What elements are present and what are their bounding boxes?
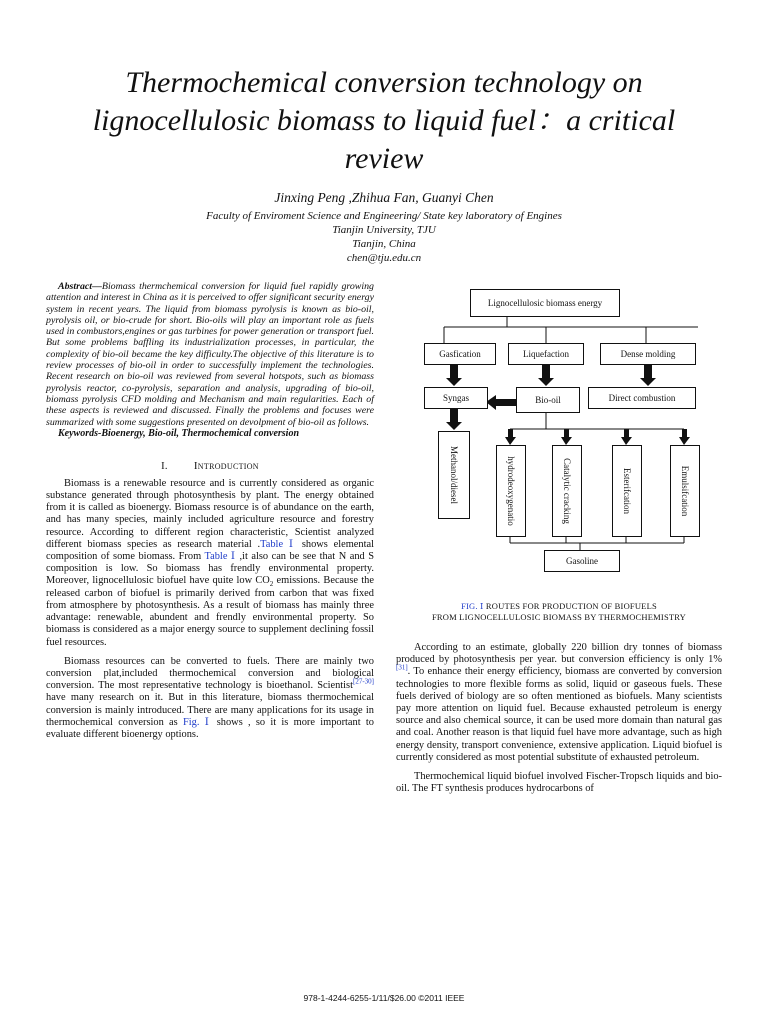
- table-reference-link[interactable]: Table Ⅰ: [260, 538, 297, 550]
- citation-link[interactable]: [27-30]: [353, 677, 374, 686]
- node-gasoline: Gasoline: [544, 550, 620, 572]
- keywords: Keywords-Bioenergy, Bio-oil, Thermochemical conversion: [58, 427, 300, 439]
- node-label: Esterifcation: [622, 468, 632, 514]
- author-email: chen@tju.edu.cn: [346, 252, 422, 264]
- table-reference-link[interactable]: Table Ⅰ: [204, 551, 236, 563]
- section-heading: [46, 460, 374, 472]
- section-number: I.: [161, 460, 168, 472]
- node-syngas: Syngas: [424, 387, 488, 409]
- figure-caption: [396, 601, 722, 622]
- node-lignocellulosic-biomass: Lignocellulosic biomass energy: [470, 289, 620, 317]
- text-run: Biomass resources can be converted to fuels. There are mainly two conversion plat,included thermochemical conversion and biological conversion. The most representative technology is bioethanol. Scientist: [46, 655, 374, 692]
- text-run: ,it also can be see that N and S composition is low. So biomass has frendly environmental property. Moreover, lignocellulosic biofuel have quite low CO: [46, 551, 374, 587]
- node-methanol-diesel: [438, 431, 470, 519]
- authors: Jinxing Peng ,Zhihua Fan, Guanyi Chen: [274, 190, 494, 205]
- text-run: Biomass is a renewable resource and is currently considered as organic substance generated through photosynthesis by plant. The energy obtained from it is called as bioenergy. Biomass resource is of abundance on the earth, and has many species, mainly included agriculture resource and forestry resource. According to different region characteristic, Scientist analyzed different biomass species as research material .: [46, 477, 374, 550]
- text-run: have many research on it. But in this literature, biomass thermochemical conversion is mainly introduced. There are many applications for its usage in thermochemical conversion as: [46, 692, 374, 728]
- figure-label: FIG. Ⅰ: [461, 601, 484, 611]
- node-direct-combustion: Direct combustion: [588, 387, 696, 409]
- right-column: [396, 642, 722, 802]
- abstract: [46, 281, 374, 428]
- node-gasfication: Gasfication: [424, 343, 496, 365]
- node-hydrodeoxygenation: [496, 445, 526, 537]
- node-esterification: [612, 445, 642, 537]
- caption-line: ROUTES FOR PRODUCTION OF BIOFUELS: [483, 601, 657, 611]
- affiliation-line: Tianjin, China: [352, 238, 416, 250]
- text-run: emissions. Because the released carbon of biofuel is primarily derived from carbon that was fixed from atmosphere by photosynthesis. As a result of biomass has mainly three advantage: renewable, abundent and frendly environmental property. So biomass is considered as a major energy source to supplement declining fossil fuel resources.: [46, 575, 374, 648]
- intro-paragraph-4: Thermochemical liquid biofuel involved Fischer-Tropsch liquids and bio-oil. The FT synthesis produces hydrocarbons of: [396, 771, 722, 795]
- citation-link[interactable]: [31]: [396, 663, 408, 672]
- affiliation-line: Tianjin University, TJU: [332, 224, 436, 236]
- abstract-text: Biomass thermchemical conversion for liquid fuel rapidly growing attention and interest in China as it is perceived to offer significant security energy system in recent years. The liquid from biomass pyrolysis is known as bio-oil, pyrolysis oil, or bio-crude for short. Bio-oils will play an important role as fuels used in combustors,engines or gas turbines for power generation or transport fuel. But some problems baffling its industrialization processes, in particular, the complexity of bio-oil became the key difficulty.The objective of this literature is to review processes of bio-oil in order to successfully implement the technologies. Recent research on bio-oil was reviewed from several hotspots, such as biomass pyrolysis reactor, co-pyrolysis, separation and analysis, upgrading of bio-oil, biomass pyrolysis CFD molding and Mechanism and main regularities. Each of these aspects is reviewed and discussed. Finally the problems and focuses were summarized with some suggestions presented on devolpment of bio-oil as follows.: [46, 281, 374, 428]
- text-run: shows , so it is more important to evaluate different bioenergy options.: [46, 716, 374, 740]
- node-label: hydrodeoxygenatio: [506, 456, 516, 526]
- text-run: According to an estimate, globally 220 billion dry tonnes of biomass produced by photosynthesis per year. but conversion efficiency is only 1%: [396, 642, 722, 666]
- text-run: shows elemental composition of some biomass. From: [46, 538, 374, 563]
- node-dense-molding: Dense molding: [600, 343, 696, 365]
- node-liquefaction: Liquefaction: [508, 343, 584, 365]
- text-run: . To enhance their energy efficiency, biomass are converted by conversion technologies to more flexible forms as solid, liquid or gaseous fuels. These fuels derived of biology are so often mentioned as biofuels. Many scientists pay more attention on liquid fuel. Because exhausted petroleum is energy source and also chemical source, it can be used more domain than natural gas and coal. Another reason is that liquid fuel have more advantage, such as high energy density, transport convenience, extensive application. Liquid biofuel is currently considered as most potential substitute of exhausted petroleum.: [396, 666, 722, 763]
- node-label: Methanol/diesel: [449, 446, 459, 504]
- node-label: Catalytic cracking: [562, 458, 572, 524]
- paper-title: Thermochemical conversion technology on lignocellulosic biomass to liquid fuel：a critical review: [92, 66, 676, 175]
- node-label: Emulsifcation: [680, 465, 690, 517]
- affiliation: [60, 209, 708, 265]
- node-bio-oil: Bio-oil: [516, 387, 580, 413]
- intro-paragraph-1: [46, 478, 374, 649]
- left-column: [46, 281, 374, 748]
- abstract-label: Abstract—: [58, 281, 102, 292]
- intro-paragraph-2: [46, 656, 374, 741]
- figure-reference-link[interactable]: Fig. Ⅰ: [182, 716, 212, 728]
- node-emulsification: [670, 445, 700, 537]
- biofuel-routes-diagram: [420, 285, 720, 585]
- node-catalytic-cracking: [552, 445, 582, 537]
- footer-copyright: 978-1-4244-6255-1/11/$26.00 ©2011 IEEE: [303, 993, 465, 1003]
- affiliation-line: Faculty of Enviroment Science and Engineering/ State key laboratory of Engines: [206, 210, 562, 222]
- section-title: Introduction: [193, 459, 259, 472]
- intro-paragraph-3: [396, 642, 722, 764]
- subscript: 2: [269, 580, 274, 589]
- caption-line: FROM LIGNOCELLULOSIC BIOMASS BY THERMOCHEMISTRY: [431, 611, 687, 622]
